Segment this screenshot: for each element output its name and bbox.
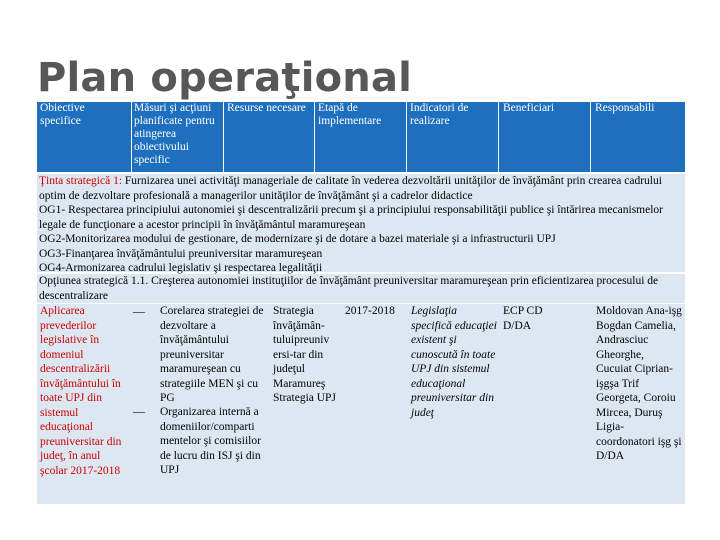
indicators-cell: Legislaţia specifică educaţiei existent şi cunoscută în toate UPJ din sistemul educaţional preuniversitar din judeţ	[411, 305, 497, 419]
header-measures: Măsuri şi acţiuni planificate pentru atingerea obiectivului specific	[134, 102, 215, 166]
og3-text: OG3-Finanţarea învăţământului preuniversitar maramureşean	[39, 247, 323, 260]
header-beneficiaries: Beneficiari	[503, 102, 555, 114]
header-stage: Etapă de implementare	[318, 102, 382, 127]
resources-cell: Strategia învăţămân-tuluipreuniv ersi-tar din judeţul Maramureş Strategia UPJ	[273, 305, 336, 404]
og1-text: OG1- Respectarea principiului autonomiei şi descentralizării precum şi a principiului responsabilităţii publice şi întărirea mecanismelor legale de funcţionare a acestor principii în învăţământul maramureşean	[39, 204, 663, 231]
og2-text: OG2-Monitorizarea modului de gestionare, de modernizare şi de dotare a bazei materiale şi a infrastructurii UPJ	[39, 233, 556, 245]
header-indicators: Indicatori de realizare	[410, 102, 469, 127]
table-header	[37, 102, 685, 172]
page-title: Plan operaţional	[37, 55, 413, 101]
table-row	[37, 304, 685, 504]
beneficiaries-cell: ECP CD D/DA	[503, 305, 543, 332]
strategic-target-label: Ţinta strategică 1:	[39, 175, 123, 187]
strategic-target	[39, 174, 683, 203]
strategic-target-block	[37, 174, 685, 272]
header-objectives: Obiective specifice	[40, 102, 85, 127]
dash-marker-1: —	[133, 304, 145, 318]
responsible-cell: Moldovan Ana-işg Bogdan Camelia, Andrasciuc Gheorghe, Cucuiat Ciprian-işgşa Trif Georgeta, Coroiu Mircea, Duruş Ligia-coordonatori işg şi D/DA	[596, 305, 682, 462]
strategic-option-block	[37, 274, 685, 303]
strategic-option: Opţiunea strategică 1.1. Creşterea autonomiei instituţiilor de învăţământ preuniversitar maramureşean prin eficientizarea procesului de descentralizare	[39, 275, 659, 302]
objective-cell: Aplicarea prevederilor legislative în domeniul descentralizării învăţământului în toate UPJ din sistemul educaţional preuniversitar din judeţ, în anul şcolar 2017-2018	[40, 305, 122, 477]
strategic-target-text: Furnizarea unei activităţi manageriale de calitate în vederea dezvoltării unităţilor de învăţământ prin crearea cadrului optim de dezvoltare profesională a managerilor unităţilor de învăţământ şi a cadrelor didactice	[39, 175, 662, 202]
header-resources: Resurse necesare	[227, 102, 306, 114]
dash-marker-2: —	[133, 404, 145, 418]
og4-text: OG4-Armonizarea cadrului legislativ şi respectarea legalităţii	[39, 262, 323, 274]
stage-cell: 2017-2018	[345, 305, 395, 317]
action-2: Organizarea internă a domeniilor/comparti mentelor şi comisiilor de lucru din ISJ şi din UPJ	[160, 406, 261, 476]
header-responsible: Responsabili	[595, 102, 655, 114]
action-1: Corelarea strategiei de dezvoltare a învăţământului preuniversitar maramureşean cu strategiile MEN şi cu PG	[160, 305, 264, 404]
